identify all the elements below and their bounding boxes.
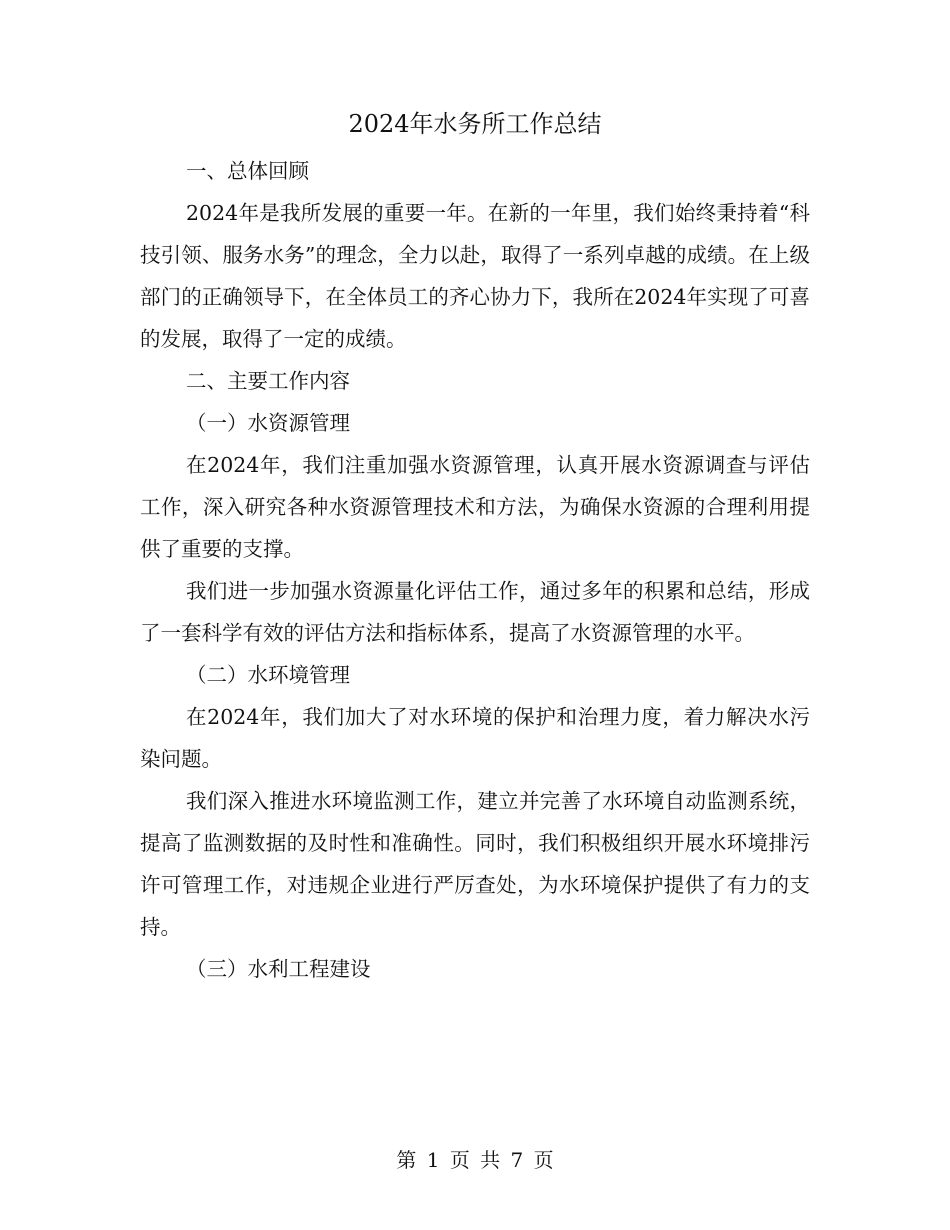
subsection-heading-water-resources: （一）水资源管理: [186, 411, 350, 435]
paragraph-water-resources-2: 我们进一步加强水资源量化评估工作，通过多年的积累和总结，形成了一套科学有效的评估方法和指标体系，提高了水资源管理的水平。: [140, 579, 810, 645]
document-title: 2024年水务所工作总结: [348, 110, 602, 138]
subsection-heading-water-conservancy: （三）水利工程建设: [186, 957, 371, 981]
paragraph-water-resources-1: 在2024年，我们注重加强水资源管理，认真开展水资源调查与评估工作，深入研究各种水资源管理技术和方法，为确保水资源的合理利用提供了重要的支撑。: [140, 453, 810, 561]
page-number-footer: 第 1 页 共 7 页: [396, 1148, 554, 1172]
subsection-heading-water-environment: （二）水环境管理: [186, 663, 350, 687]
paragraph-water-environment-2: 我们深入推进水环境监测工作，建立并完善了水环境自动监测系统，提高了监测数据的及时性和准确性。同时，我们积极组织开展水环境排污许可管理工作，对违规企业进行严厉查处，为水环境保护提供了有力的支持。: [140, 789, 810, 939]
document-body: [140, 150, 810, 990]
section-heading-main-work: 二、主要工作内容: [186, 369, 350, 393]
paragraph-water-environment-1: 在2024年，我们加大了对水环境的保护和治理力度，着力解决水污染问题。: [140, 705, 810, 771]
section-heading-overview: 一、总体回顾: [186, 159, 309, 183]
paragraph-overview: 2024年是我所发展的重要一年。在新的一年里，我们始终秉持着“科技引领、服务水务”的理念，全力以赴，取得了一系列卓越的成绩。在上级部门的正确领导下，在全体员工的齐心协力下，我所在2024年实现了可喜的发展，取得了一定的成绩。: [140, 201, 810, 351]
